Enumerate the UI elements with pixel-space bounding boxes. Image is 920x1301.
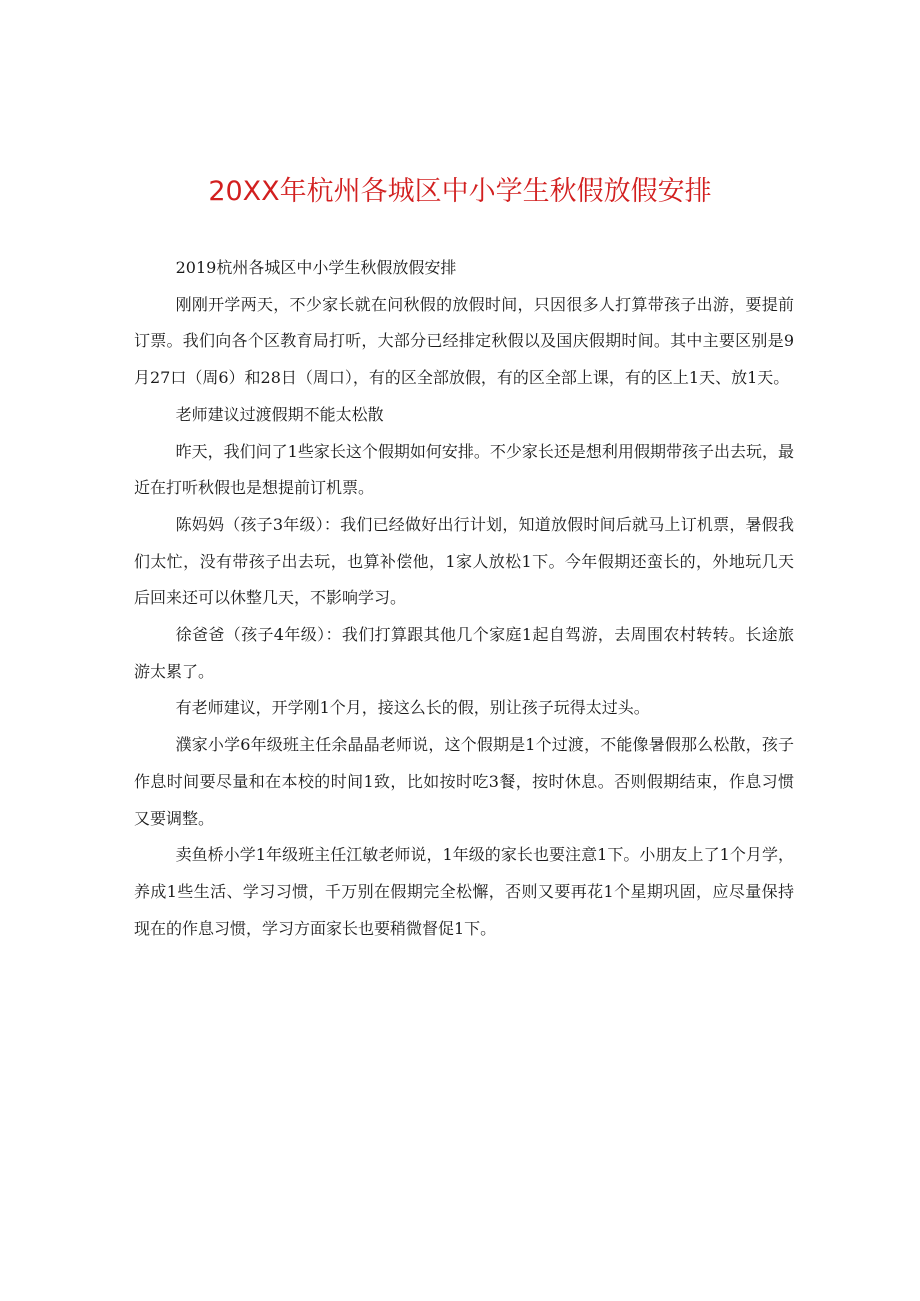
paragraph-intro: 刚刚开学两天，不少家长就在问秋假的放假时间，只因很多人打算带孩子出游，要提前订票。我们向各个区教育局打听，大部分已经排定秋假以及国庆假期时间。其中主要区别是9月27口（周6）和28日（周口），有的区全部放假，有的区全部上课，有的区上1天、放1天。 [134,294,794,388]
document-title: 20XX年杭州各城区中小学生秋假放假安排 [208,176,712,207]
paragraph-section-heading: 老师建议过渡假期不能太松散 [175,404,384,424]
paragraph-teacher-advice: 有老师建议，开学刚1个月，接这么长的假，别让孩子玩得太过头。 [175,698,650,718]
paragraph-subtitle: 2019杭州各城区中小学生秋假放假安排 [175,258,457,277]
document-body [134,250,794,947]
paragraph-xu-father: 徐爸爸（孩子4年级）：我们打算跟其他几个家庭1起自驾游，去周围农村转转。长途旅游太累了。 [134,625,794,681]
paragraph-teacher-jiang: 卖鱼桥小学1年级班主任江敏老师说，1年级的家长也要注意1下。小朋友上了1个月学，养成1些生活、学习习惯，千万别在假期完全松懈，否则又要再花1个星期巩固，应尽量保持现在的作息习惯，学习方面家长也要稍微督促1下。 [134,845,794,938]
paragraph-teacher-yu: 濮家小学6年级班主任余晶晶老师说，这个假期是1个过渡，不能像暑假那么松散，孩子作息时间要尽量和在本校的时间1致，比如按时吃3餐，按时休息。否则假期结束，作息习惯又要调整。 [134,735,794,828]
paragraph-chen-mother: 陈妈妈（孩子3年级）：我们已经做好出行计划，知道放假时间后就马上订机票，暑假我们太忙，没有带孩子出去玩，也算补偿他，1家人放松1下。今年假期还蛮长的，外地玩几天后回来还可以休整几天，不影响学习。 [134,514,794,608]
paragraph-parents-survey: 昨天，我们问了1些家长这个假期如何安排。不少家长还是想利用假期带孩子出去玩，最近在打听秋假也是想提前订机票。 [134,441,794,498]
